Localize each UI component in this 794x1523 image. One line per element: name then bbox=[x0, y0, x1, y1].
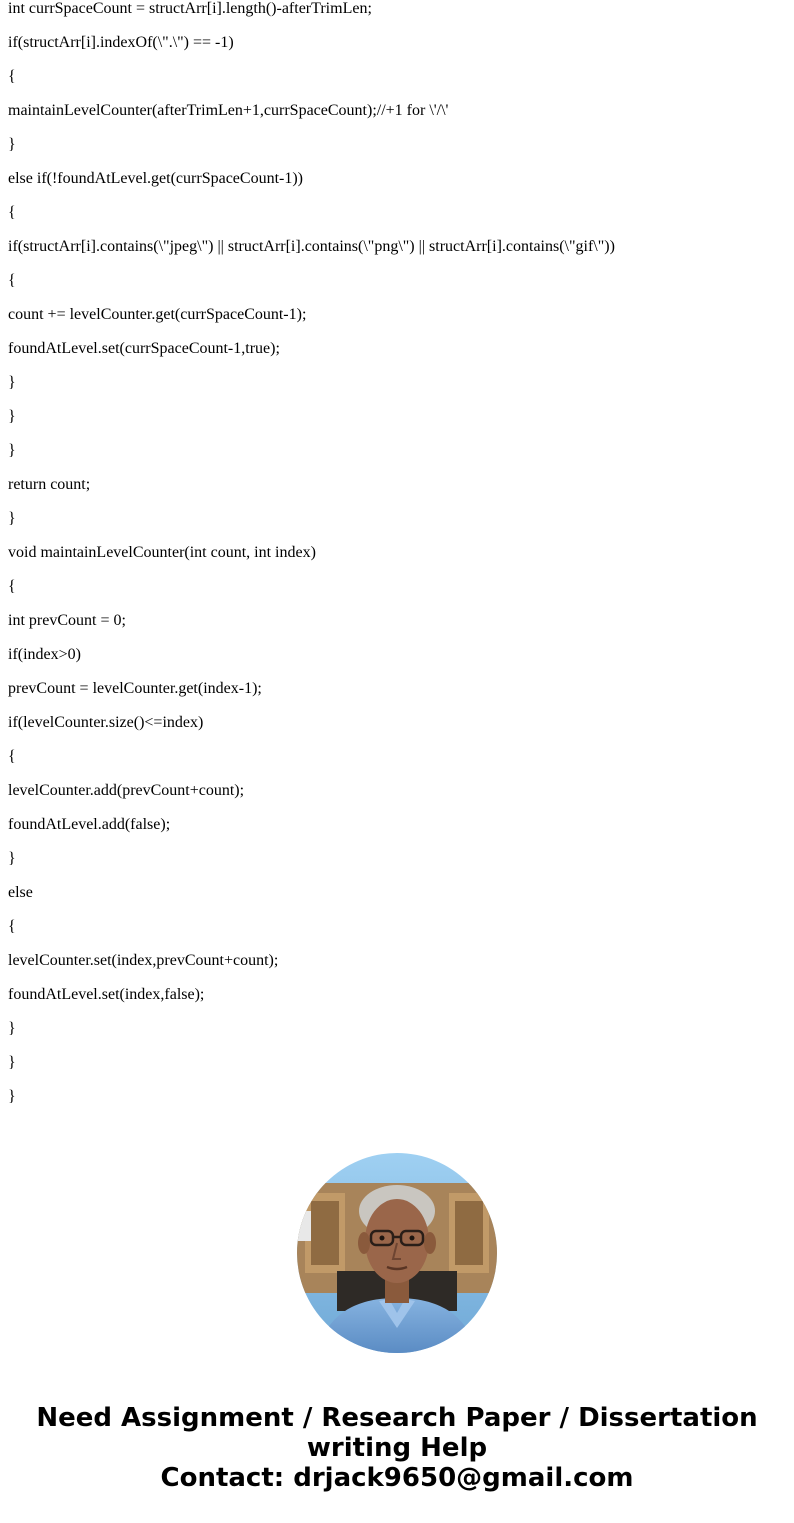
code-line: else if(!foundAtLevel.get(currSpaceCount-1)) bbox=[8, 170, 303, 187]
promo-headline: Need Assignment / Research Paper / Dissertation bbox=[36, 1403, 758, 1433]
code-line: int currSpaceCount = structArr[i].length()-afterTrimLen; bbox=[8, 0, 372, 17]
code-line: count += levelCounter.get(currSpaceCount-1); bbox=[8, 306, 307, 323]
code-line: if(structArr[i].indexOf(\".\") == -1) bbox=[8, 34, 234, 51]
code-line: if(structArr[i].contains(\"jpeg\") || structArr[i].contains(\"png\") || structArr[i].contains(\"gif\")) bbox=[8, 238, 615, 255]
author-avatar bbox=[297, 1153, 497, 1353]
code-line: } bbox=[8, 408, 16, 425]
code-line: } bbox=[8, 136, 16, 153]
code-line: else bbox=[8, 884, 33, 901]
code-line: prevCount = levelCounter.get(index-1); bbox=[8, 680, 262, 697]
code-line: levelCounter.add(prevCount+count); bbox=[8, 782, 245, 799]
code-line: } bbox=[8, 1054, 16, 1071]
code-line: { bbox=[8, 748, 16, 765]
code-line: if(levelCounter.size()<=index) bbox=[8, 714, 204, 731]
code-line: { bbox=[8, 918, 16, 935]
code-line: { bbox=[8, 272, 16, 289]
code-line: levelCounter.set(index,prevCount+count); bbox=[8, 952, 279, 969]
promo-subheadline: writing Help bbox=[306, 1433, 488, 1463]
code-line: } bbox=[8, 850, 16, 867]
code-line: } bbox=[8, 1088, 16, 1105]
code-listing bbox=[8, 0, 788, 1122]
code-line: return count; bbox=[8, 476, 91, 493]
code-line: } bbox=[8, 510, 16, 527]
promo-banner bbox=[0, 1403, 794, 1493]
code-line: { bbox=[8, 68, 16, 85]
code-line: foundAtLevel.set(currSpaceCount-1,true); bbox=[8, 340, 280, 357]
code-line: } bbox=[8, 1020, 16, 1037]
code-line: void maintainLevelCounter(int count, int index) bbox=[8, 544, 316, 561]
code-line: } bbox=[8, 442, 16, 459]
author-portrait-image bbox=[297, 1153, 497, 1353]
code-line: { bbox=[8, 578, 16, 595]
code-line: if(index>0) bbox=[8, 646, 81, 663]
code-line: foundAtLevel.set(index,false); bbox=[8, 986, 205, 1003]
code-line: { bbox=[8, 204, 16, 221]
code-line: } bbox=[8, 374, 16, 391]
code-line: maintainLevelCounter(afterTrimLen+1,currSpaceCount);//+1 for \'/\' bbox=[8, 102, 449, 119]
code-line: foundAtLevel.add(false); bbox=[8, 816, 171, 833]
promo-contact: Contact: drjack9650@gmail.com bbox=[160, 1463, 634, 1493]
code-line: int prevCount = 0; bbox=[8, 612, 126, 629]
